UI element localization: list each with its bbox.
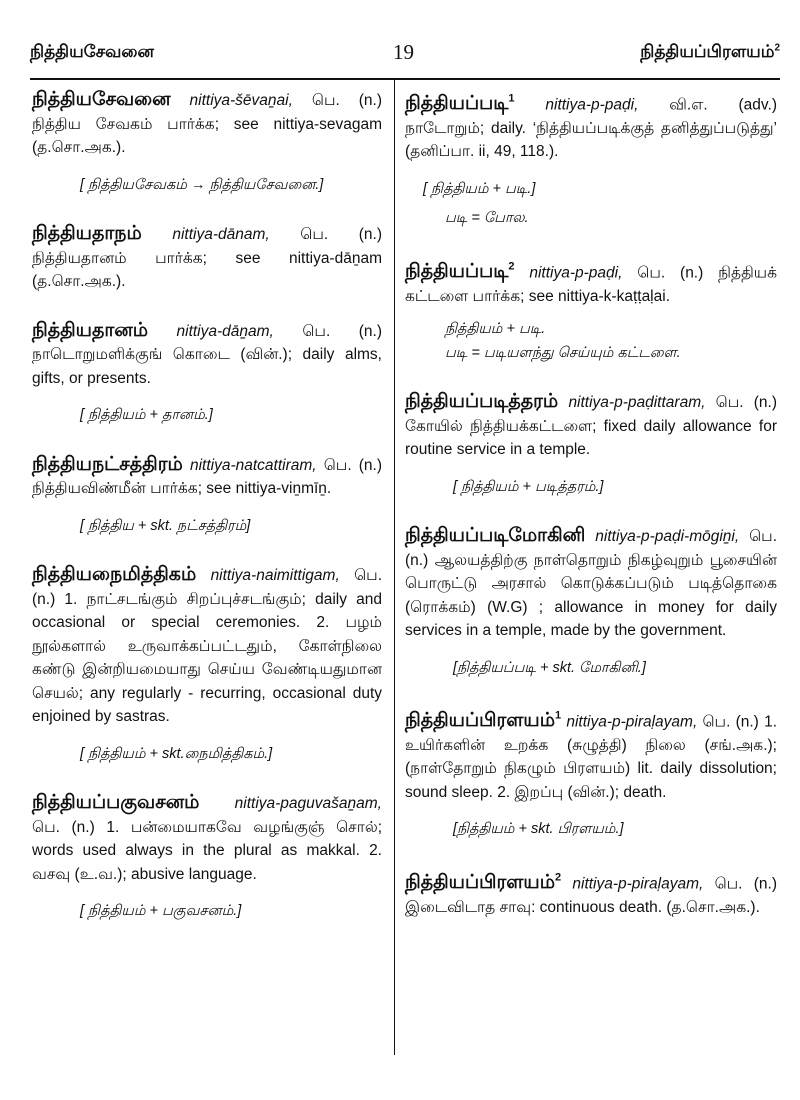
etymology: [ நித்தியம் + பகுவசனம்.] [80,903,242,919]
dictionary-entry [32,453,382,539]
definition: 1. நாட்சடங்கும் சிறப்புச்சடங்கும்; daily and occasional or special ceremonies. 2. பழம் நூல்களால் உருவாக்கப்பட்டதும், கோள்நிலை கண்டு இன்றியமையாது செய்ய வேண்டியதுமான செயல்; any regularly - recurring, occasional duty enjoined by sastras. [32,590,382,725]
headword: நித்தியப்பிரளயம்$^1$ [405,710,562,732]
etymology: [நித்தியப்படி + skt. மோகினி.] [453,659,646,676]
definition: நித்தியதானம் பார்க்க; see nittiya-dāṉam (த.சொ.அக.). [32,249,382,290]
definition: நாடொறுமளிக்குங் கொடை (வின்.); daily alms, gifts, or presents. [32,346,382,387]
part-of-speech: பெ. (n.) [300,226,383,243]
dictionary-entry [32,791,382,924]
part-of-speech: பெ. (n.) [637,264,704,282]
etymology: [ நித்தியம் + படி.] [423,180,536,197]
transliteration: nittiya-paguvašaṉam, [234,795,382,812]
dictionary-entry [32,563,382,766]
running-head-left: நித்தியசேவனை [30,42,154,61]
part-of-speech: வி.எ. (adv.) [669,96,777,114]
definition: நாடோறும்; daily. ‘நித்தியப்படிக்குத் தனித்துப்படுத்து’ (தனிப்பா. ii, 49, 118.). [405,119,777,161]
headword: நித்தியதானம் [32,319,148,341]
transliteration: nittiya-p-piraḷayam, [572,875,704,893]
dictionary-entry [405,256,777,365]
dictionary-entry [405,705,777,842]
etymology: [ நித்திய + skt. நட்சத்திரம்] [80,517,251,534]
part-of-speech: பெ. (n.) [715,394,777,412]
headword: நித்தியப்பிரளயம்$^2$ [405,871,562,894]
headword: நித்தியசேவனை [32,89,171,110]
part-of-speech: பெ. (n.) [323,456,382,474]
dictionary-entry [405,390,777,499]
part-of-speech: பெ. (n.) [311,92,382,109]
definition: கோயில் நித்தியக்கட்டளை; fixed daily allowance for routine service in a temple. [405,417,777,459]
transliteration: nittiya-p-paḍittaram, [568,394,706,412]
transliteration: nittiya-p-paḍi-mōgiṉi, [595,528,740,546]
part-of-speech: பெ. (n.) [302,322,383,340]
left-column [32,88,382,949]
etymology: நித்தியம் + படி. [445,321,546,338]
dictionary-entry [405,524,777,680]
dictionary-entry [405,88,777,231]
header-rule [30,78,780,80]
headword: நித்தியப்படி$^1$ [405,93,515,115]
definition: 1. பன்மையாகவே வழங்குஞ் சொல்; words used always in the plural as makkal. 2. வசவு (உ.வ.); abusive language. [32,818,383,883]
page-number: 19 [393,40,414,64]
transliteration: nittiya-p-paḍi, [529,264,623,282]
part-of-speech: பெ. (n.) [714,875,777,893]
transliteration: nittiya-p-piraḷayam, [566,713,698,731]
page-header [30,36,780,76]
headword: நித்தியதாநம் [32,223,142,244]
transliteration: nittiya-p-paḍi, [545,96,639,114]
definition: 1. உயிர்களின் உறக்க (சுழுத்தி) நிலை (சங்.அக.); (நாள்தோறும் நிகழும் பிரளயம்) lit. daily dissolution; sound sleep. 2. இறப்பு (வின்.); death. [405,713,778,801]
etymology: [ நித்தியம் + தானம்.] [80,407,213,423]
definition: இடைவிடாத சாவு: continuous death. (த.சொ.அக.). [405,898,760,916]
dictionary-entry [405,867,777,919]
dictionary-entry [32,222,382,294]
transliteration: nittiya-dāṉam, [176,322,274,340]
etymology: [நித்தியம் + skt. பிரளயம்.] [453,821,624,838]
transliteration: nittiya-naimittigam, [210,567,340,584]
etymology: [ நித்தியம் + படித்தரம்.] [453,478,604,495]
headword: நித்தியப்படிமோகினி [405,525,586,547]
column-divider [394,80,395,1055]
etymology: [ நித்தியம் + skt.நைமித்திகம்.] [80,745,273,762]
etymology: [ நித்தியசேவகம் → நித்தியசேவனை.] [80,176,324,193]
part-of-speech: பெ. (n.) [405,528,777,569]
definition: நித்திய சேவகம் பார்க்க; see nittiya-sevagam (த.சொ.அக.). [32,115,382,156]
headword: நித்தியநட்சத்திரம் [32,453,183,475]
etymology-note: படி = போல. [445,210,529,227]
headword: நித்தியப்பகுவசனம் [32,792,200,813]
transliteration: nittiya-šēvaṉai, [189,92,293,109]
dictionary-entry [32,319,382,428]
headword: நித்தியப்படி$^2$ [405,260,515,283]
running-head-right: நித்தியப்பிரளயம்$^2$ [640,42,780,61]
headword: நித்தியநைமித்திகம் [32,564,197,585]
definition: நித்தியக் கட்டளை பார்க்க; see nittiya-k-kaṭṭaḷai. [405,264,777,305]
transliteration: nittiya-natcattiram, [189,456,317,474]
dictionary-entry [32,88,382,197]
part-of-speech: பெ. (n.) [32,818,95,836]
transliteration: nittiya-dānam, [172,226,270,243]
headword: நித்தியப்படித்தரம் [405,391,559,413]
definition: நித்தியவிண்மீன் பார்க்க; see nittiya-viṉmīṉ. [32,480,332,497]
part-of-speech: பெ. (n.) [702,713,759,731]
definition: ஆலயத்திற்கு நாள்தொறும் நிகழ்வுறும் பூசையின் பொருட்டு அரசால் கொடுக்கப்படும் படித்தொகை (ரொக்கம்) (W.G) ; allowance in money for daily services in a temple, made by the government. [405,551,777,640]
part-of-speech: பெ. (n.) [32,567,383,608]
etymology-note: படி = படியளந்து செய்யும் கட்டளை. [445,344,681,361]
right-column [405,88,777,944]
